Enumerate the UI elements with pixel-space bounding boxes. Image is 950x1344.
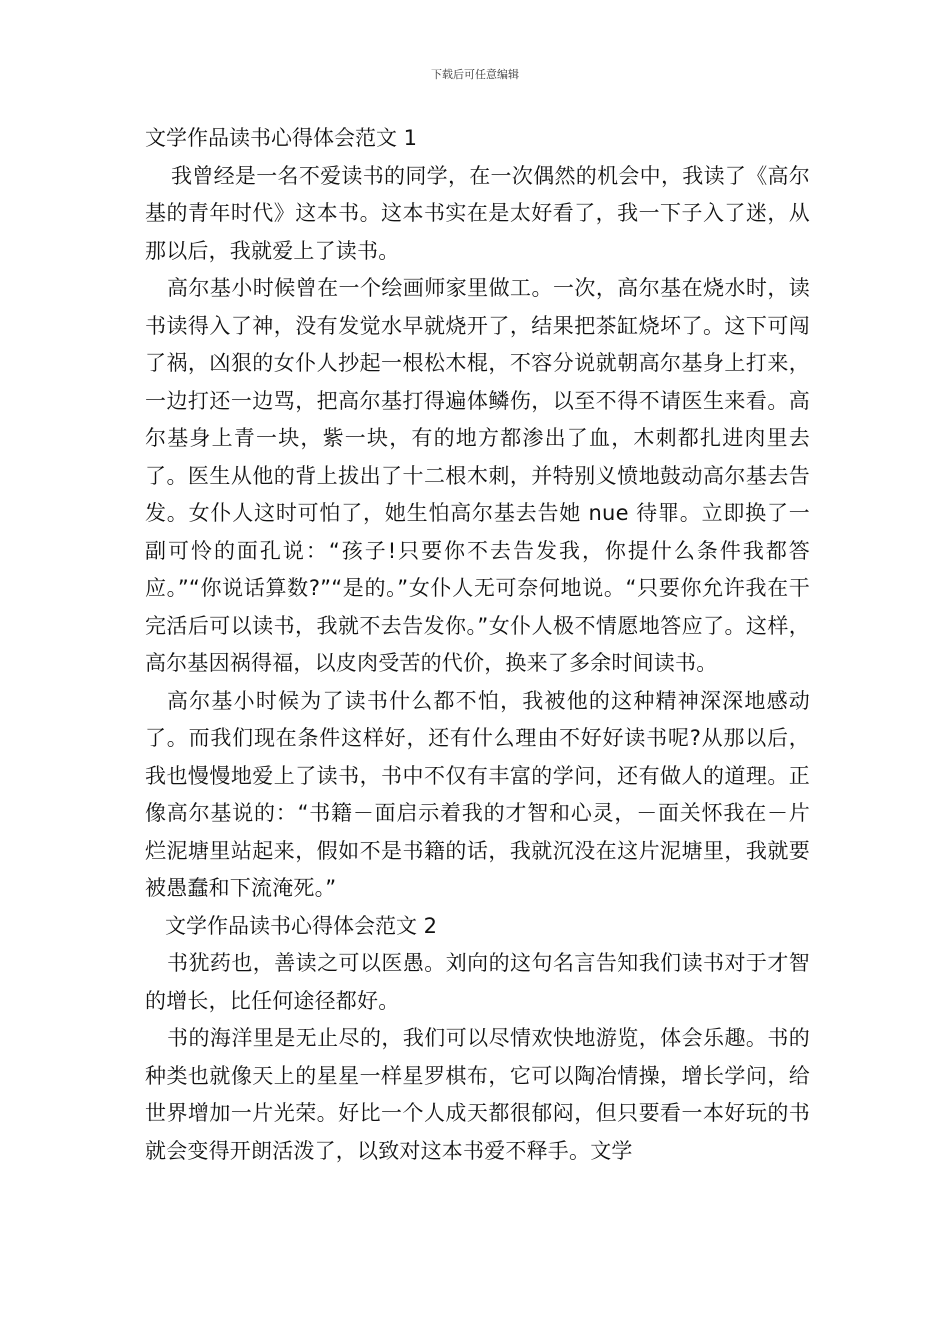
section-1-title: 文学作品读书心得体会范文 1	[145, 126, 418, 150]
section-2-title: 文学作品读书心得体会范文 2	[165, 913, 438, 938]
section-2-paragraph-1: 书犹药也，善读之可以医愚。刘向的这句名言告知我们读书对于才智的增长，比任何途径都好。	[145, 951, 810, 1013]
section-2-paragraph-2: 书的海洋里是无止尽的，我们可以尽情欢快地游览，体会乐趣。书的种类也就像天上的星星一样星罗棋布，它可以陶冶情操，增长学问，给世界增加一片光荣。好比一个人成天都很郁闷，但只要看一本好玩的书就会变得开朗活泼了，以致对这本书爱不释手。文学	[145, 1026, 810, 1163]
section-1-paragraph-3: 高尔基小时候为了读书什么都不怕，我被他的这种精神深深地感动了。而我们现在条件这样好，还有什么理由不好好读书呢?从那以后，我也慢慢地爱上了读书，书中不仅有丰富的学问，还有做人的道理。正像高尔基说的：“书籍－面启示着我的才智和心灵，－面关怀我在－片烂泥塘里站起来，假如不是书籍的话，我就沉没在这片泥塘里，我就要被愚蠢和下流淹死。”	[145, 688, 810, 900]
document-body	[145, 120, 810, 1170]
section-1-paragraph-2: 高尔基小时候曾在一个绘画师家里做工。一次，高尔基在烧水时，读书读得入了神，没有发觉水早就烧开了，结果把茶缸烧坏了。这下可闯了祸，凶狠的女仆人抄起一根松木棍，不容分说就朝高尔基身上打来，一边打还一边骂，把高尔基打得遍体鳞伤，以至不得不请医生来看。高尔基身上青一块，紫一块，有的地方都渗出了血，木刺都扎进肉里去了。医生从他的背上拔出了十二根木刺，并特别义愤地鼓动高尔基去告发。女仆人这时可怕了，她生怕高尔基去告她 nue 待罪。立即换了一副可怜的面孔说：“孩子!只要你不去告发我，你提什么条件我都答应。”“你说话算数?”“是的。”女仆人无可奈何地说。“只要你允许我在干完活后可以读书，我就不去告发你。”女仆人极不情愿地答应了。这样，高尔基因祸得福，以皮肉受苦的代价，换来了多余时间读书。	[145, 276, 810, 675]
section-1-paragraph-1: 我曾经是一名不爱读书的同学，在一次偶然的机会中，我读了《高尔基的青年时代》这本书。这本书实在是太好看了，我一下子入了迷，从那以后，我就爱上了读书。	[145, 163, 810, 263]
header-note: 下载后可任意编辑	[431, 68, 519, 81]
